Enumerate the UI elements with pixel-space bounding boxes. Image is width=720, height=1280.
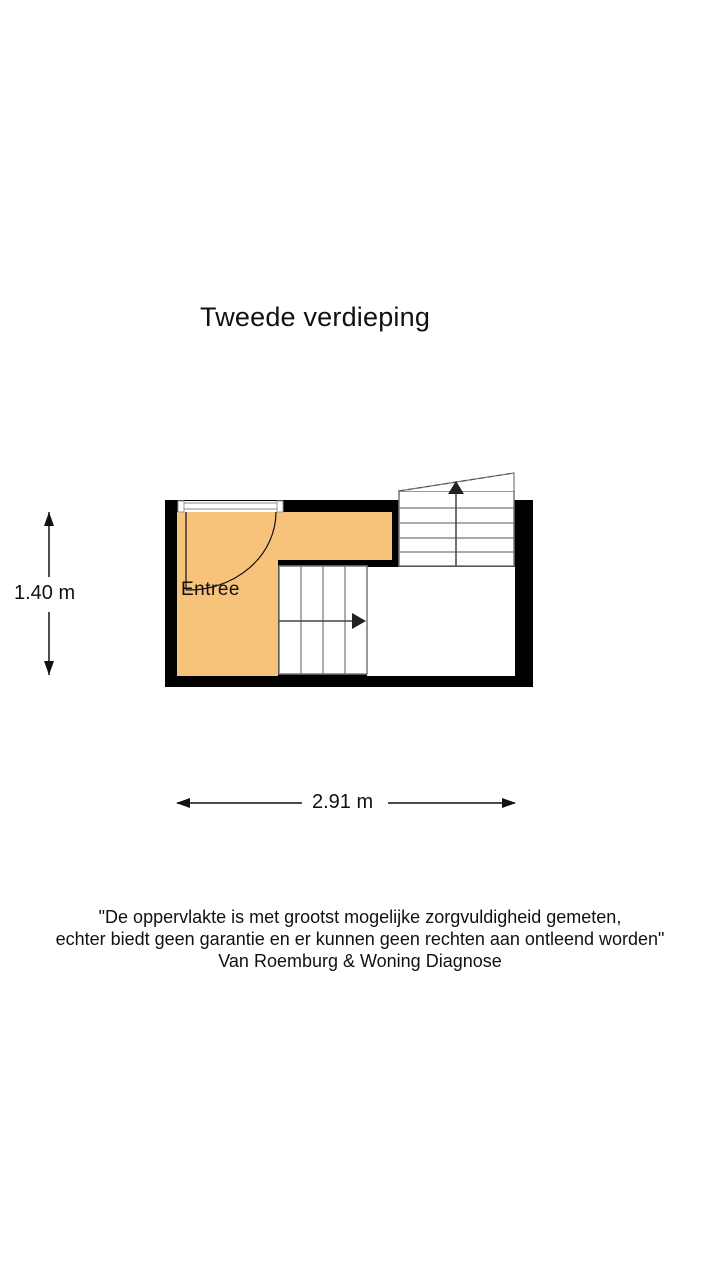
disclaimer (0, 906, 720, 972)
room-label-entree: Entree (181, 579, 240, 600)
lower-staircase (279, 566, 367, 674)
floor-title: Tweede verdieping (200, 302, 431, 332)
storage-room (367, 567, 515, 676)
disclaimer-company: Van Roemburg & Woning Diagnose (218, 951, 502, 971)
width-dimension-label: 2.91 m (306, 791, 379, 814)
upper-staircase (399, 473, 514, 566)
disclaimer-line-1: "De oppervlakte is met grootst mogelijke zorgvuldigheid gemeten, (98, 907, 622, 927)
height-dimension-label: 1.40 m (14, 582, 76, 604)
disclaimer-line-2: echter biedt geen garantie en er kunnen geen rechten aan ontleend worden" (55, 929, 665, 949)
